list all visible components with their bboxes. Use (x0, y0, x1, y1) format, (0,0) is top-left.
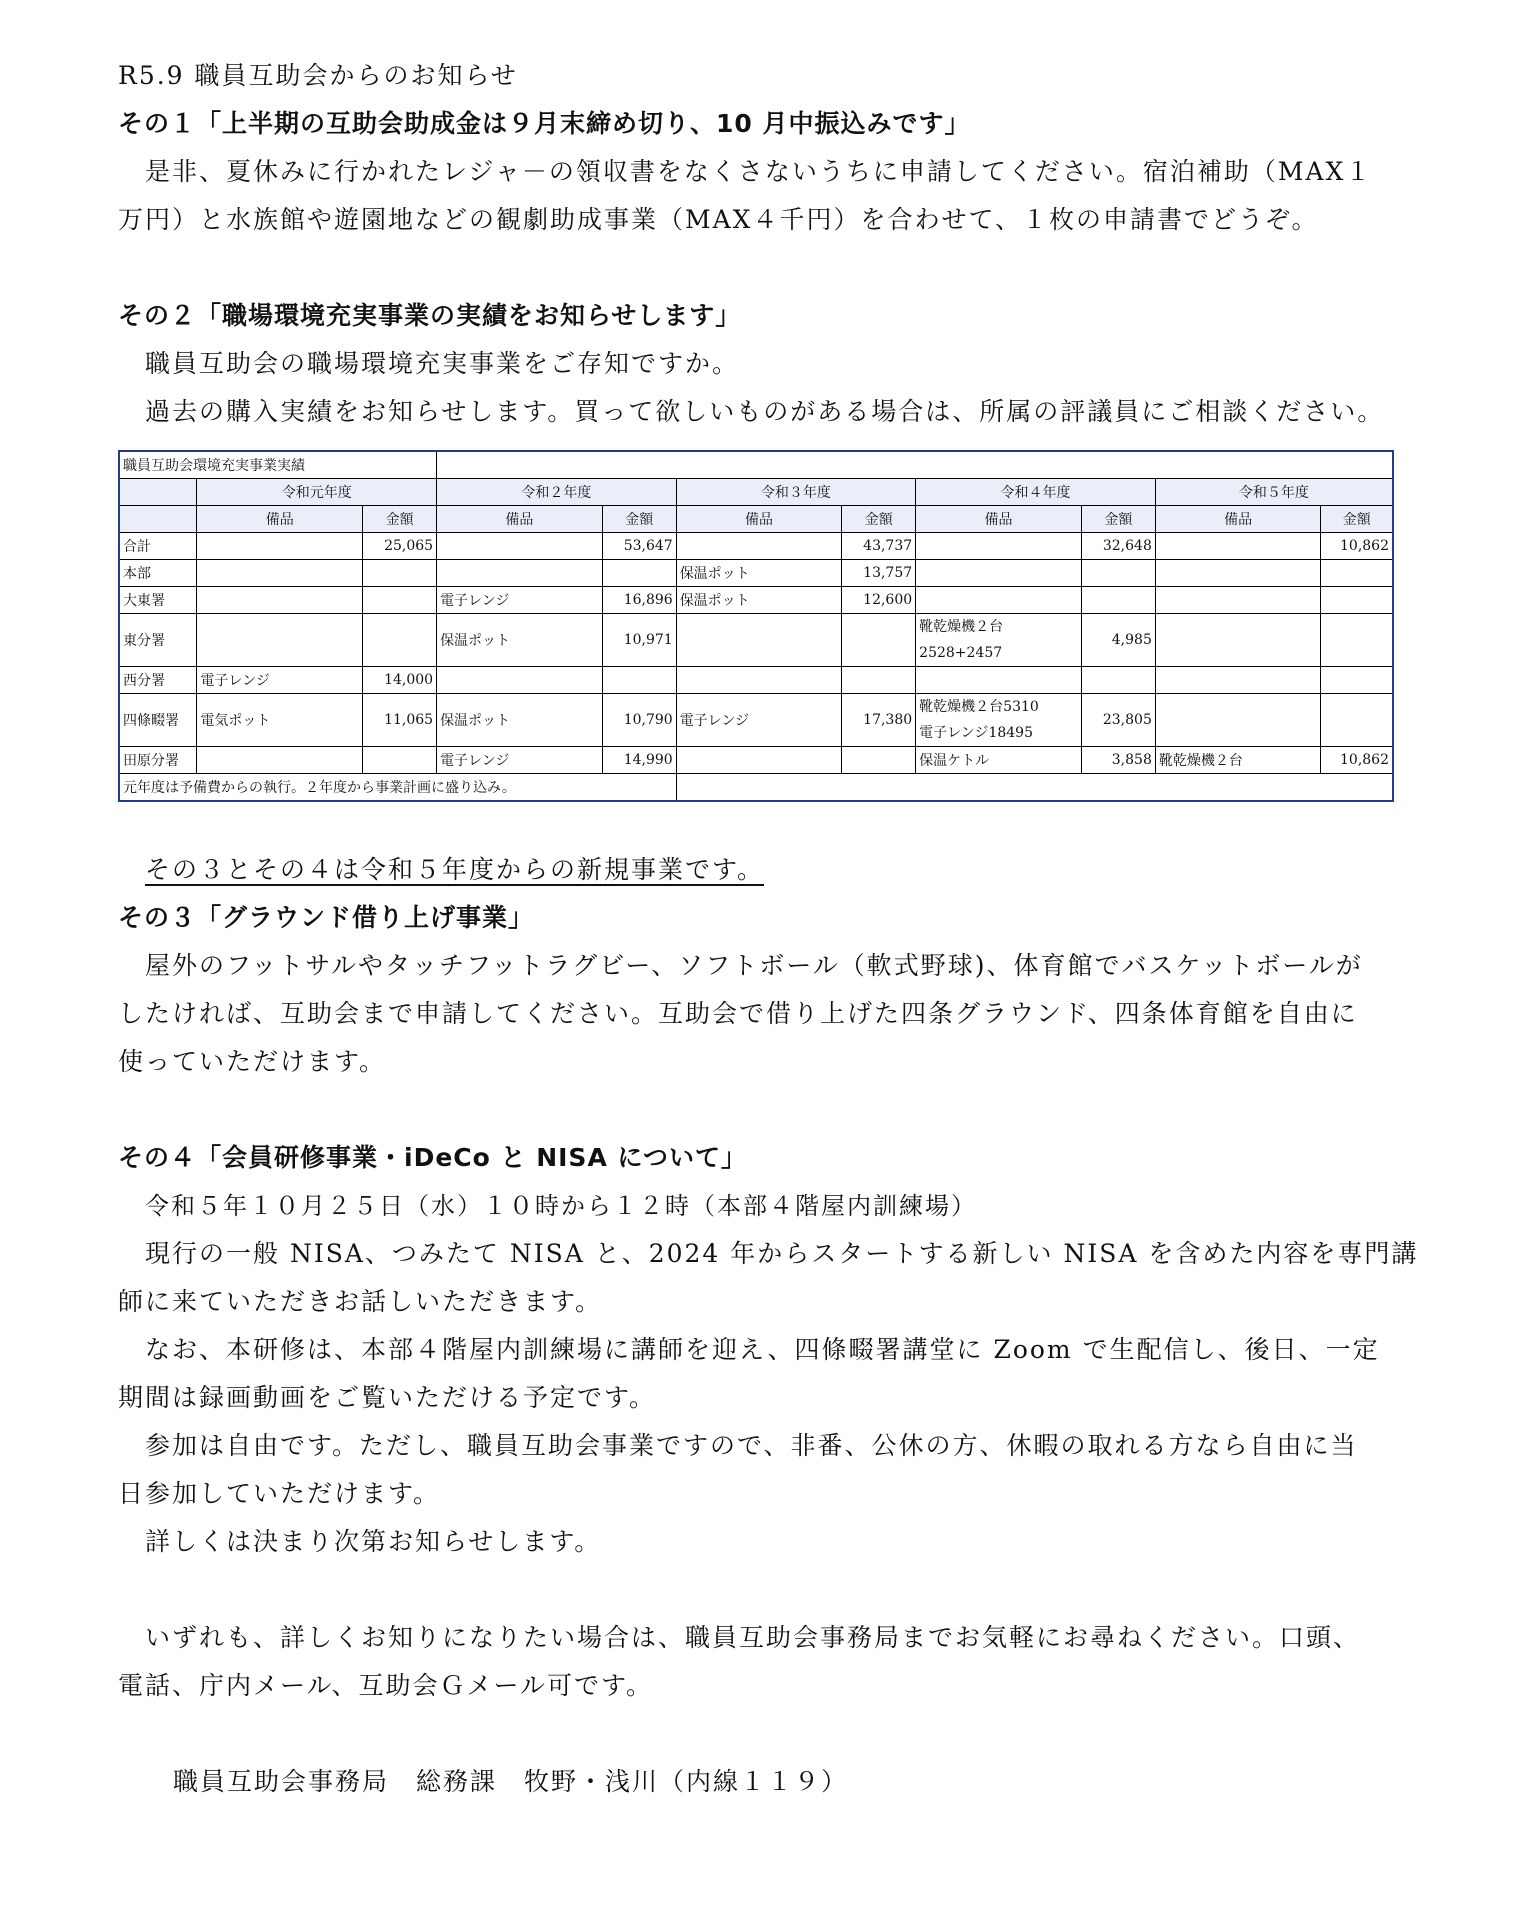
amount-cell: 14,000 (363, 667, 437, 694)
item-cell (197, 747, 363, 774)
amount-cell (1081, 587, 1155, 614)
column-header-amount: 金額 (1321, 506, 1393, 533)
section3-line: 屋外のフットサルやタッチフットラグビー、ソフトボール（軟式野球)、体育館でバスケットボールが (145, 951, 1363, 980)
amount-cell (1321, 560, 1393, 587)
section4-line: 参加は自由です。ただし、職員互助会事業ですので、非番、公休の方、休暇の取れる方なら自由に当 (145, 1431, 1358, 1460)
amount-cell: 10,862 (1321, 747, 1393, 774)
section1-line: 万円）と水族館や遊園地などの観劇助成事業（MAX４千円）を合わせて、１枚の申請書でどうぞ。 (118, 205, 1319, 234)
item-cell (676, 614, 842, 667)
item-cell (437, 667, 603, 694)
amount-cell (842, 747, 916, 774)
item-cell (916, 587, 1082, 614)
item-cell: 保温ポット (676, 587, 842, 614)
item-cell: 電子レンジ (437, 747, 603, 774)
section1-heading: その１「上半期の互助会助成金は９月末締め切り、10 月中振込みです」 (118, 109, 971, 138)
row-label: 本部 (119, 560, 197, 587)
column-header-item: 備品 (916, 506, 1082, 533)
item-cell (197, 614, 363, 667)
office-signature: 職員互助会事務局 総務課 牧野・浅川（内線１１９） (173, 1767, 849, 1796)
amount-cell: 53,647 (602, 533, 676, 560)
amount-cell: 23,805 (1081, 694, 1155, 747)
item-line: 靴乾燥機２台5310 (919, 699, 1039, 715)
section4-line: 期間は録画動画をご覧いただける予定です。 (118, 1383, 657, 1412)
column-header-item: 備品 (1155, 506, 1321, 533)
section4-line: なお、本研修は、本部４階屋内訓練場に講師を迎え、四條畷署講堂に Zoom で生配信し、後日、一定 (145, 1335, 1380, 1364)
spacer (118, 1086, 1418, 1134)
item-cell (1155, 533, 1321, 560)
amount-cell: 43,737 (842, 533, 916, 560)
amount-cell (363, 747, 437, 774)
notice-document (118, 52, 1418, 1806)
column-header-amount: 金額 (602, 506, 676, 533)
amount-cell (1321, 667, 1393, 694)
column-header-item: 備品 (437, 506, 603, 533)
column-header-item: 備品 (676, 506, 842, 533)
item-cell (197, 587, 363, 614)
row-label: 田原分署 (119, 747, 197, 774)
amount-cell: 10,862 (1321, 533, 1393, 560)
row-label: 合計 (119, 533, 197, 560)
amount-cell: 17,380 (842, 694, 916, 747)
amount-cell: 12,600 (842, 587, 916, 614)
header-blank (119, 506, 197, 533)
amount-cell (363, 614, 437, 667)
item-cell (437, 560, 603, 587)
table-footnote-row (119, 774, 1393, 802)
table-row (119, 587, 1393, 614)
item-cell (1155, 614, 1321, 667)
amount-cell: 4,985 (1081, 614, 1155, 667)
year-header: 令和３年度 (676, 479, 915, 506)
item-cell: 保温ポット (676, 560, 842, 587)
header-blank (119, 479, 197, 506)
year-header: 令和４年度 (916, 479, 1156, 506)
spacer (118, 1566, 1418, 1614)
table-row (119, 747, 1393, 774)
column-header-amount: 金額 (842, 506, 916, 533)
item-cell: 電子レンジ (437, 587, 603, 614)
item-cell-multiline (916, 614, 1082, 667)
item-line: 靴乾燥機２台 (919, 619, 1004, 635)
row-label: 西分署 (119, 667, 197, 694)
item-cell: 保温ケトル (916, 747, 1082, 774)
item-cell (1155, 694, 1321, 747)
item-cell (676, 747, 842, 774)
amount-cell (363, 560, 437, 587)
amount-cell (1081, 560, 1155, 587)
year-header: 令和元年度 (197, 479, 437, 506)
amount-cell (842, 614, 916, 667)
item-cell: 保温ポット (437, 694, 603, 747)
amount-cell (1321, 694, 1393, 747)
closing-line: いずれも、詳しくお知りになりたい場合は、職員互助会事務局までお気軽にお尋ねください。口頭、 (145, 1623, 1361, 1652)
section2-line: 過去の購入実績をお知らせします。買って欲しいものがある場合は、所属の評議員にご相談ください。 (145, 397, 1385, 426)
section1-line: 是非、夏休みに行かれたレジャ－の領収書をなくさないうちに申請してください。宿泊補助（MAX１ (145, 157, 1373, 186)
item-cell (1155, 587, 1321, 614)
row-label: 大東署 (119, 587, 197, 614)
item-cell (437, 533, 603, 560)
item-cell (676, 667, 842, 694)
item-cell: 電子レンジ (197, 667, 363, 694)
year-header: 令和５年度 (1155, 479, 1393, 506)
table-title-blank (437, 451, 1393, 479)
item-cell: 電子レンジ (676, 694, 842, 747)
column-header-item: 備品 (197, 506, 363, 533)
section3-line: したければ、互助会まで申請してください。互助会で借り上げた四条グラウンド、四条体育館を自由に (118, 999, 1358, 1028)
seminar-date: 令和５年１０月２５日（水）１０時から１２時（本部４階屋内訓練場） (145, 1192, 977, 1220)
amount-cell (1081, 667, 1155, 694)
amount-cell: 16,896 (602, 587, 676, 614)
section3-line: 使っていただけます。 (118, 1047, 387, 1076)
section2-line: 職員互助会の職場環境充実事業をご存知ですか。 (145, 349, 740, 378)
amount-cell: 10,790 (602, 694, 676, 747)
table-footnote-blank (676, 774, 1393, 802)
section4-line: 日参加していただけます。 (118, 1479, 441, 1508)
amount-cell: 13,757 (842, 560, 916, 587)
year-header: 令和２年度 (437, 479, 677, 506)
amount-cell: 3,858 (1081, 747, 1155, 774)
amount-cell (602, 560, 676, 587)
table-row (119, 533, 1393, 560)
spacer (118, 1710, 1418, 1758)
results-table (118, 450, 1394, 802)
amount-cell: 14,990 (602, 747, 676, 774)
item-cell (916, 533, 1082, 560)
item-cell (676, 533, 842, 560)
amount-cell (602, 667, 676, 694)
amount-cell: 25,065 (363, 533, 437, 560)
column-header-amount: 金額 (363, 506, 437, 533)
closing-line: 電話、庁内メール、互助会Ｇメール可です。 (118, 1671, 654, 1700)
item-cell (916, 667, 1082, 694)
table-footnote: 元年度は予備費からの執行。２年度から事業計画に盛り込み。 (119, 774, 676, 802)
section2-heading: その２「職場環境充実事業の実績をお知らせします」 (118, 301, 742, 330)
item-cell (197, 560, 363, 587)
table-row (119, 614, 1393, 667)
table-row (119, 694, 1393, 747)
item-cell-multiline (916, 694, 1082, 747)
item-cell (1155, 667, 1321, 694)
amount-cell (1321, 587, 1393, 614)
section4-line: 詳しくは決まり次第お知らせします。 (145, 1527, 602, 1556)
row-label: 東分署 (119, 614, 197, 667)
section4-line: 師に来ていただきお話しいただきます。 (118, 1287, 603, 1316)
table-row (119, 667, 1393, 694)
amount-cell: 10,971 (602, 614, 676, 667)
item-line: 電子レンジ18495 (919, 725, 1033, 741)
item-cell: 保温ポット (437, 614, 603, 667)
item-line: 2528+2457 (919, 645, 1003, 661)
item-cell (197, 533, 363, 560)
amount-cell (363, 587, 437, 614)
amount-cell: 11,065 (363, 694, 437, 747)
item-cell (1155, 560, 1321, 587)
spacer (118, 244, 1418, 292)
new-projects-notice: その３とその４は令和５年度からの新規事業です。 (145, 855, 765, 884)
amount-cell (1321, 614, 1393, 667)
column-header-amount: 金額 (1081, 506, 1155, 533)
section4-heading: その４「会員研修事業・iDeCo と NISA について」 (118, 1143, 747, 1172)
table-row (119, 560, 1393, 587)
section3-heading: その３「グラウンド借り上げ事業」 (118, 903, 535, 932)
item-cell (916, 560, 1082, 587)
table-title: 職員互助会環境充実事業実績 (119, 451, 437, 479)
amount-cell (842, 667, 916, 694)
section4-line: 現行の一般 NISA、つみたて NISA と、2024 年からスタートする新しい NISA を含めた内容を専門講 (145, 1239, 1419, 1268)
document-title: R5.9 職員互助会からのお知らせ (118, 61, 518, 90)
amount-cell: 32,648 (1081, 533, 1155, 560)
item-cell: 電気ポット (197, 694, 363, 747)
row-label: 四條畷署 (119, 694, 197, 747)
item-cell: 靴乾燥機２台 (1155, 747, 1321, 774)
